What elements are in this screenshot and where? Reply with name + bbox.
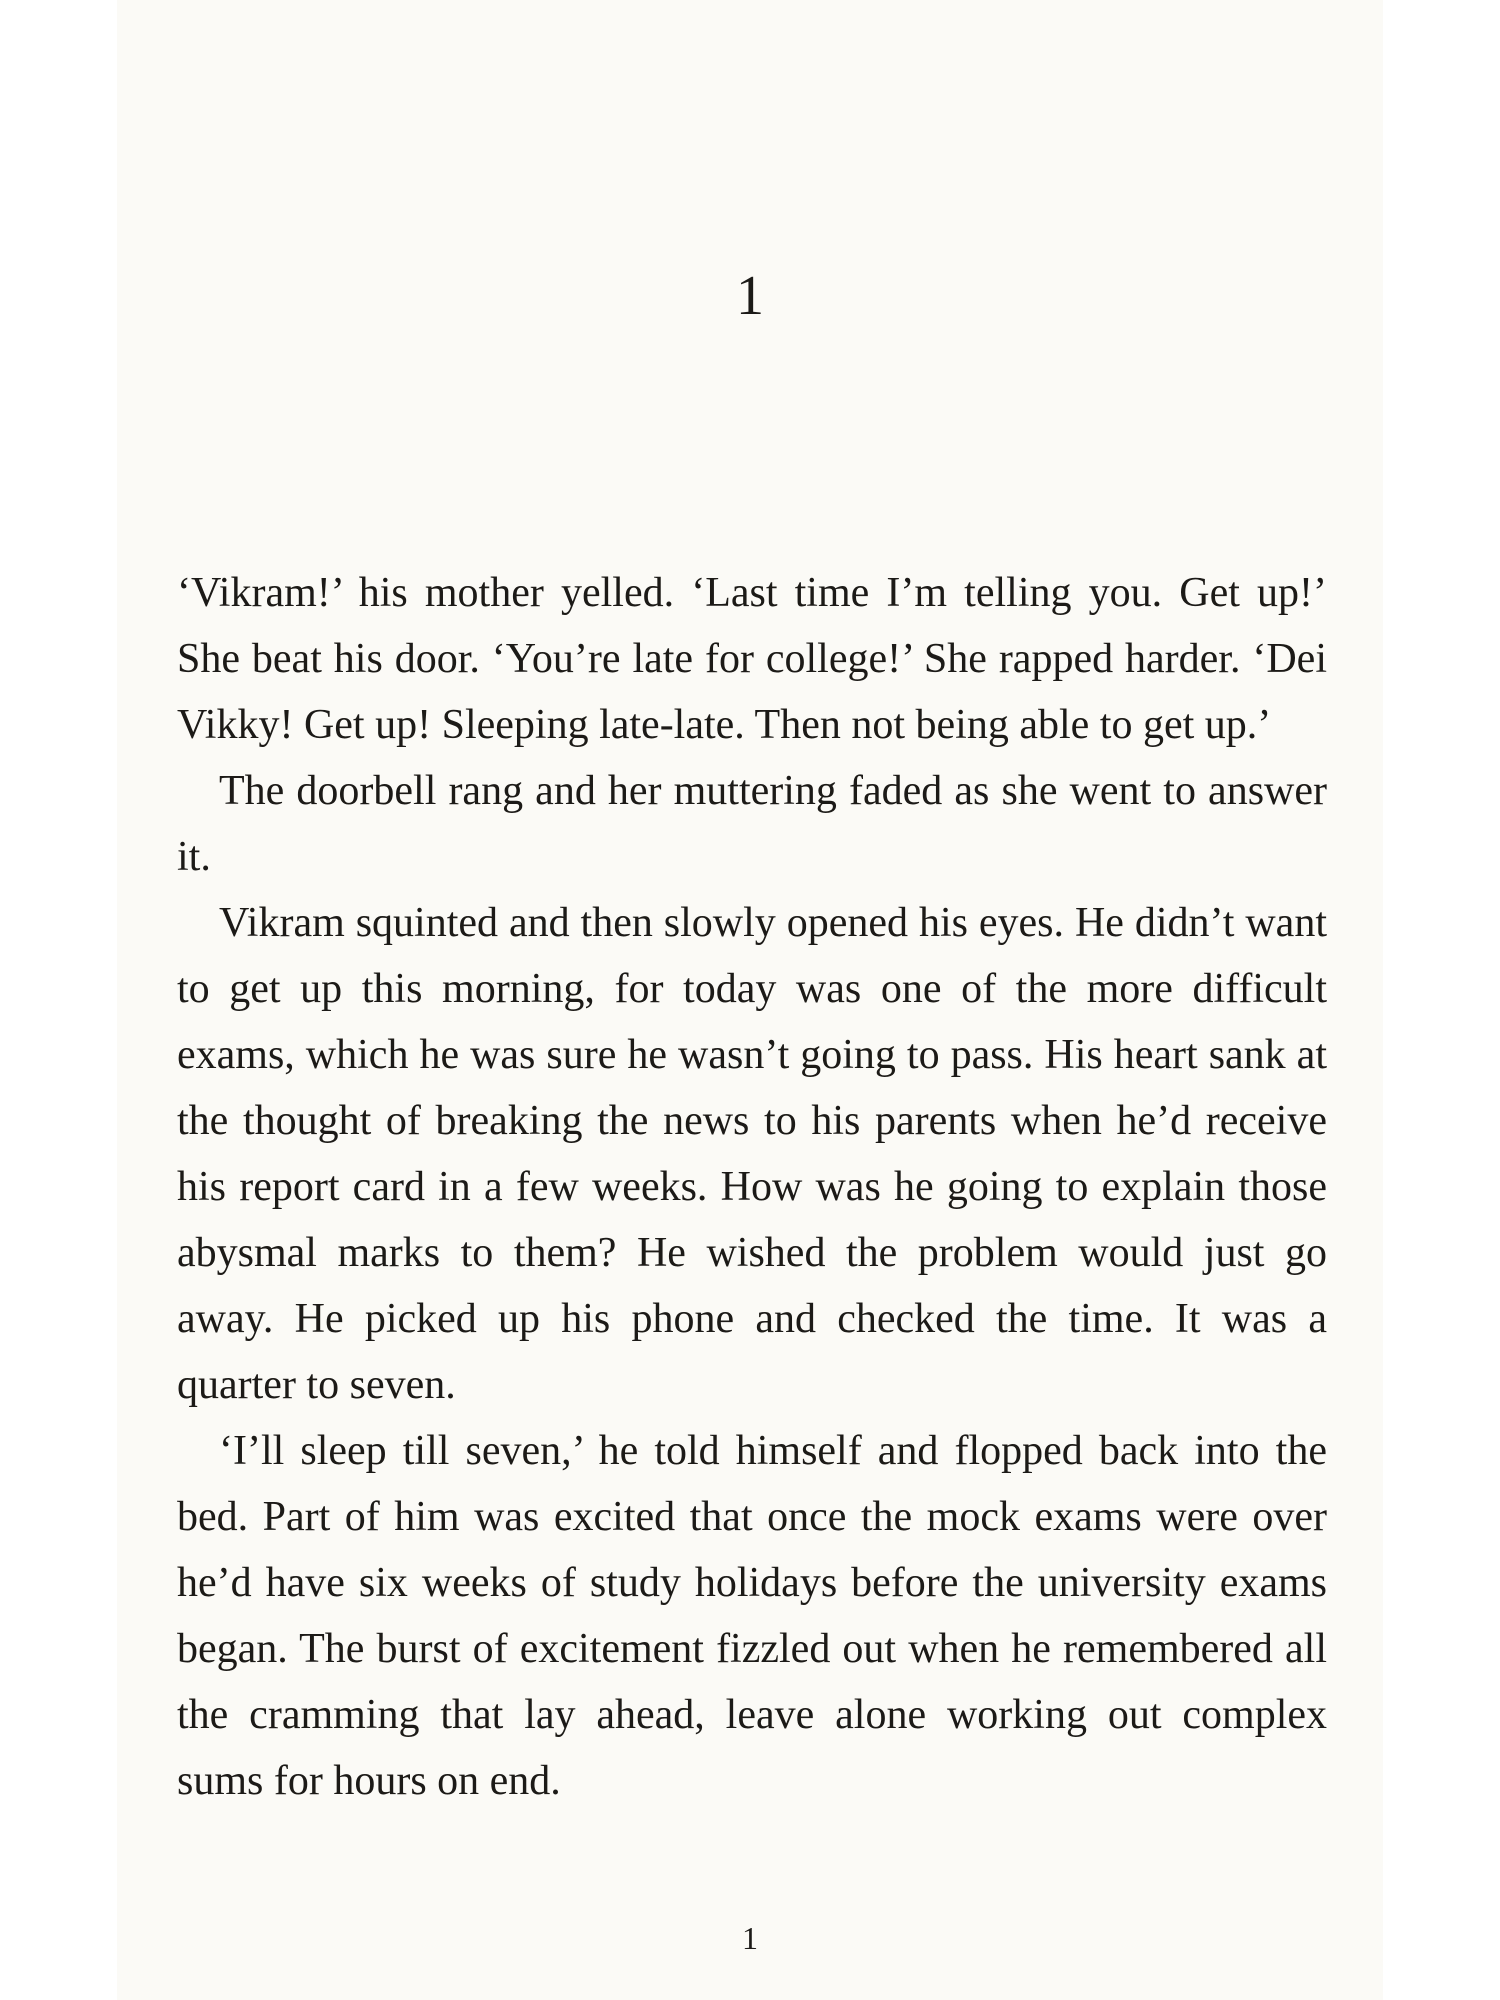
paragraph-2: The doorbell rang and her muttering faded as she went to answer it. xyxy=(177,768,1327,880)
paragraph-3: Vikram squinted and then slowly opened his eyes. He didn’t want to get up this morning, for today was one of the more difficult exams, which he was sure he wasn’t going to pass. His heart sank at the thought of breaking the news to his parents when he’d receive his report card in a few weeks. How was he going to explain those abysmal marks to them? He wished the problem would just go away. He picked up his phone and checked the time. It was a quarter to seven. xyxy=(177,900,1327,1408)
paragraph-1: ‘Vikram!’ his mother yelled. ‘Last time I’m telling you. Get up!’ She beat his door. ‘You’re late for college!’ She rapped harder. ‘Dei Vikky! Get up! Sleeping late-late. Then not being able to get up.’ xyxy=(177,570,1327,748)
chapter-number: 1 xyxy=(736,265,764,327)
chapter-body xyxy=(177,560,1327,1814)
paragraph-4: ‘I’ll sleep till seven,’ he told himself and flopped back into the bed. Part of him was excited that once the mock exams were over he’d have six weeks of study holidays before the university exams began. The burst of excitement fizzled out when he remembered all the cramming that lay ahead, leave alone working out complex sums for hours on end. xyxy=(177,1428,1327,1804)
page-number: 1 xyxy=(742,1920,758,1956)
book-page xyxy=(117,0,1383,2000)
